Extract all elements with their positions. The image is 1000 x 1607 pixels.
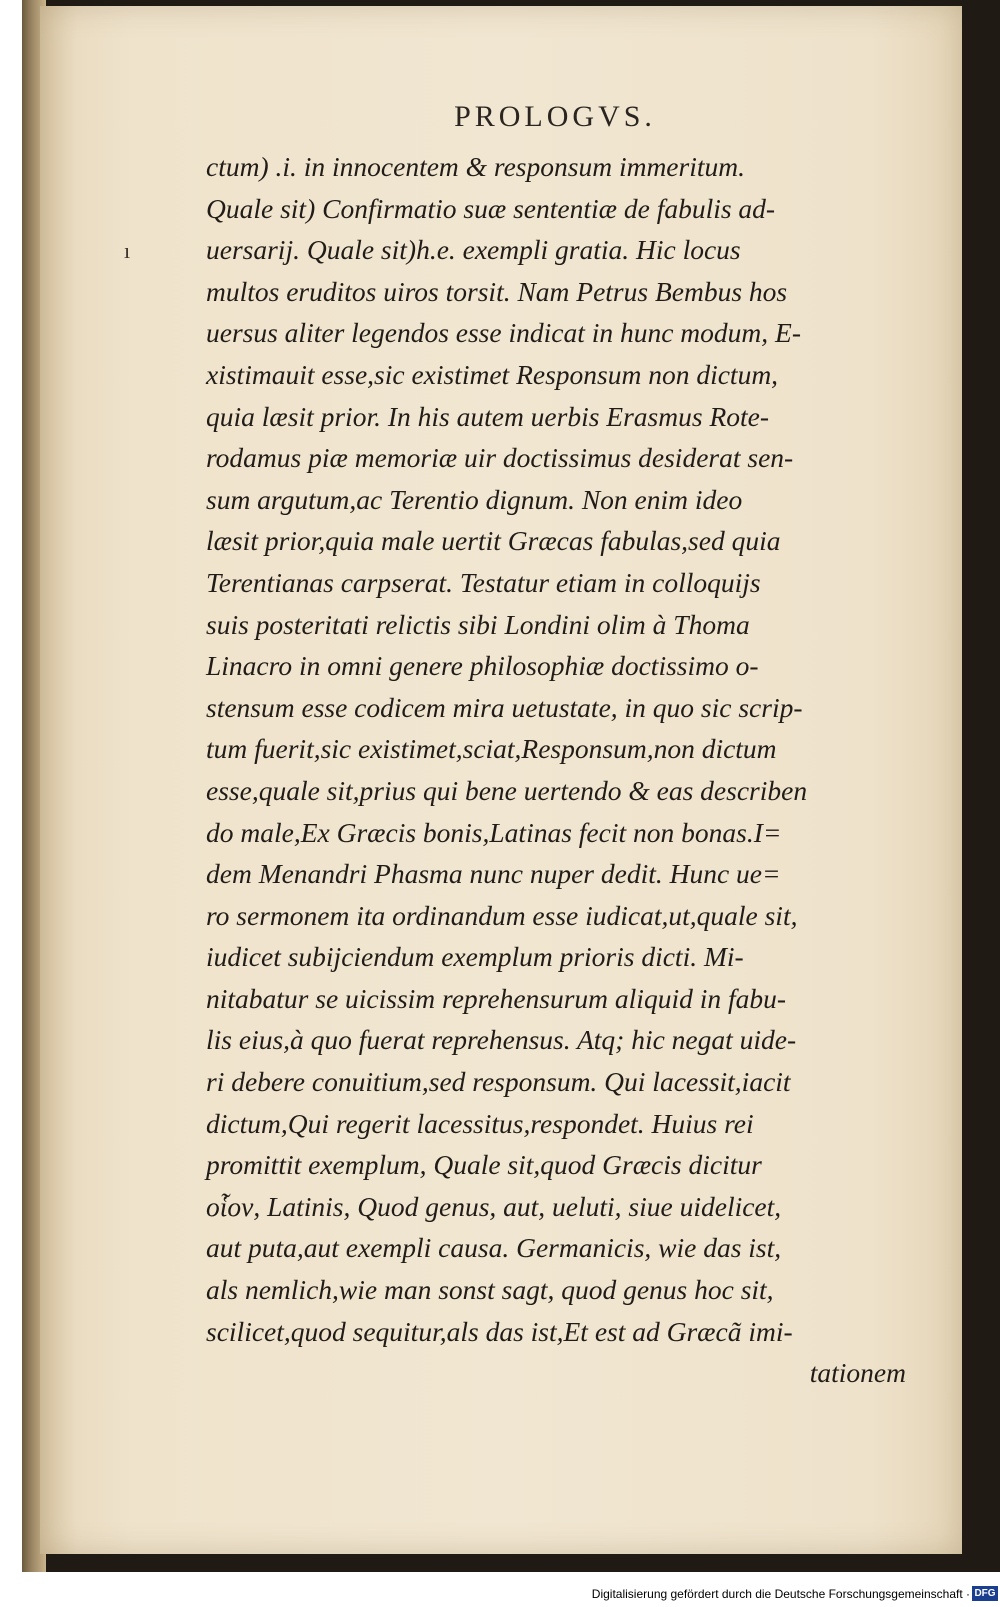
text-line: Terentianas carpserat. Testatur etiam in colloquijs: [206, 566, 761, 598]
body-text: [206, 146, 906, 1394]
text-line: iudicet subijciendum exemplum prioris dicti. Mi-: [206, 941, 744, 973]
text-line: nitabatur se uicissim reprehensurum aliquid in fabu-: [206, 982, 787, 1014]
running-head: PROLOGVS.: [454, 100, 656, 133]
text-line: aut puta,aut exempli causa. Germanicis, wie das ist,: [206, 1232, 782, 1264]
text-line: sum argutum,ac Terentio dignum. Non enim ideo: [206, 483, 743, 515]
text-line: do male,Ex Græcis bonis,Latinas fecit non bonas.I=: [206, 816, 782, 848]
text-line: dem Menandri Phasma nunc nuper dedit. Hunc ue=: [206, 858, 781, 890]
text-line: multos eruditos uiros torsit. Nam Petrus Bembus hos: [206, 275, 788, 307]
text-line: rodamus piæ memoriæ uir doctissimus desiderat sen-: [206, 442, 794, 474]
text-line: promittit exemplum, Quale sit,quod Græcis dicitur: [206, 1149, 762, 1181]
text-line: ri debere conuitium,sed responsum. Qui lacessit,iacit: [206, 1066, 791, 1098]
margin-mark: ı: [124, 238, 131, 263]
text-line: esse,quale sit,prius qui bene uertendo & eas describen: [206, 774, 808, 806]
text-line: lis eius,à quo fuerat reprehensus. Atq; hic negat uide-: [206, 1024, 797, 1056]
text-line: οἷον, Latinis, Quod genus, aut, ueluti, siue uidelicet,: [206, 1190, 782, 1222]
text-line: scilicet,quod sequitur,als das ist,Et est ad Græcã imi-: [206, 1315, 793, 1347]
text-line: quia læsit prior. In his autem uerbis Erasmus Rote-: [206, 400, 769, 432]
dfg-logo: DFG: [972, 1586, 998, 1601]
text-line: xistimauit esse,sic existimet Responsum non dictum,: [206, 358, 779, 390]
text-line: tum fuerit,sic existimet,sciat,Responsum,non dictum: [206, 733, 777, 765]
digitization-footer: [0, 1585, 1000, 1607]
text-line: Quale sit) Confirmatio suæ sententiæ de fabulis ad-: [206, 192, 776, 224]
text-line: ctum) .i. in innocentem & responsum immeritum.: [206, 151, 745, 182]
text-line: Linacro in omni genere philosophiæ doctissimo o-: [206, 650, 759, 682]
catchword: tationem: [809, 1357, 906, 1389]
text-line: dictum,Qui regerit lacessitus,respondet. Huius rei: [206, 1107, 754, 1139]
text-line: uersarij. Quale sit)h.e. exempli gratia. Hic locus: [206, 234, 741, 266]
text-line: stensum esse codicem mira uetustate, in quo sic scrip-: [206, 691, 803, 723]
text-line: suis posteritati relictis sibi Londini olim à Thoma: [206, 608, 750, 640]
text-line: ro sermonem ita ordinandum esse iudicat,ut,quale sit,: [206, 899, 798, 931]
text-line: als nemlich,wie man sonst sagt, quod genus hoc sit,: [206, 1274, 774, 1306]
text-line: uersus aliter legendos esse indicat in hunc modum, E-: [206, 317, 801, 349]
funding-credit: Digitalisierung gefördert durch die Deutsche Forschungsgemeinschaft ·: [591, 1587, 970, 1601]
text-line: læsit prior,quia male uertit Græcas fabulas,sed quia: [206, 525, 781, 557]
